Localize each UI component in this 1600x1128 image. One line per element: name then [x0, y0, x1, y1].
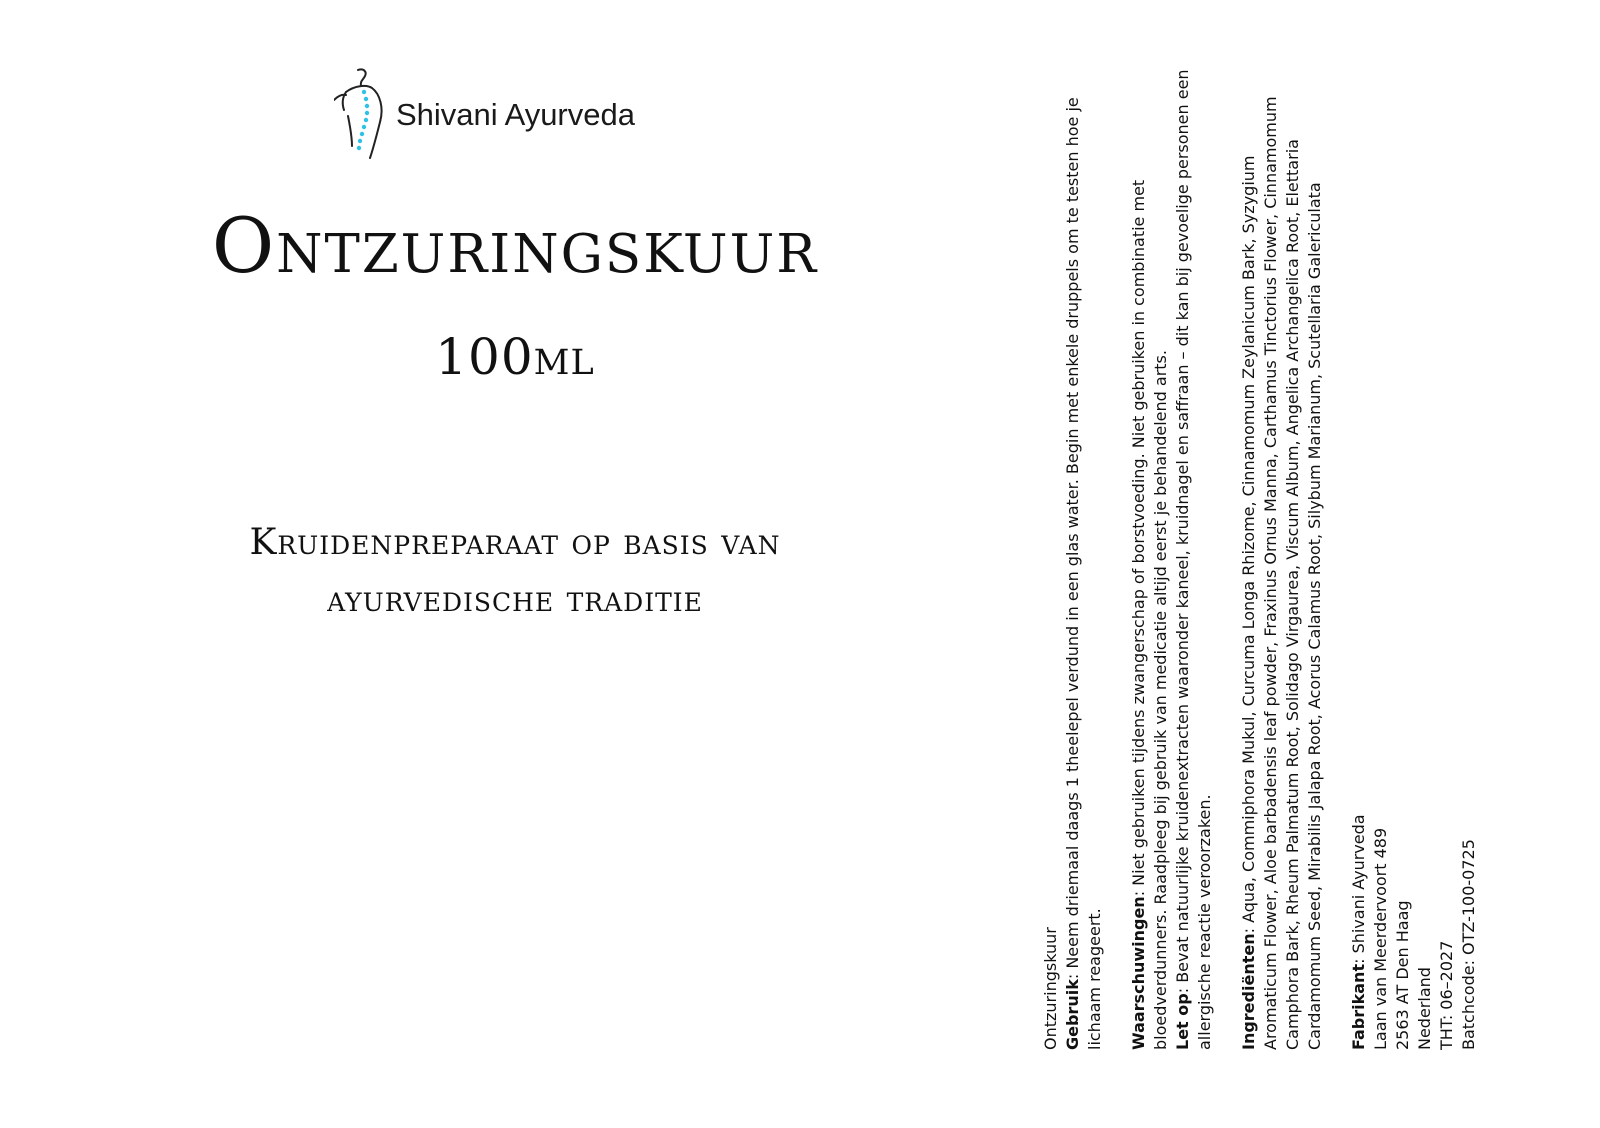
warnings-text: : Niet gebruiken tijdens zwangerschap of borstvoeding. Niet gebruiken in combinatie met bloedverdunners. Raadpleeg bij gebruik van medicatie altijd eerst je behandelend arts. [1129, 179, 1170, 1050]
ingredients-text: : Aqua, Commiphora Mukul, Curcuma Longa Rhizome, Cinnamomum Zeylanicum Bark, Syzygium Aromaticum Flower, Aloe barbadensis leaf powder, Fraxinus Ornus Manna, Carthamus Tinctorius Flower, Cinnamomum Camphora Bark, Rheum Palmatum Root, Solidago Virgaurea, Viscum Album, Angelica Archangelica Root, Elettaria Cardamomum Seed, Mirabilis Jalapa Root, Acorus Calamus Root, Silybum Marianum, Scutellaria Galericulata [1239, 96, 1324, 1050]
best-before-date: THT: 06–2027 [1437, 940, 1456, 1050]
manufacturer-name: : Shivani Ayurveda [1349, 814, 1368, 964]
ingredients-section [1238, 60, 1326, 1050]
brand-name: Shivani Ayurveda [396, 97, 635, 132]
info-product-name: Ontzuringskuur [1041, 927, 1060, 1050]
brand-logo [334, 64, 654, 164]
usage-label: Gebruik [1063, 979, 1082, 1050]
warnings-section [1128, 60, 1216, 1050]
product-info-panel [1040, 60, 1520, 1050]
spine-figure-icon [334, 64, 394, 164]
manufacturer-country: Nederland [1415, 967, 1434, 1050]
note-label: Let op [1173, 993, 1192, 1050]
usage-section [1040, 60, 1106, 1050]
manufacturer-label: Fabrikant [1349, 963, 1368, 1050]
usage-text: : Neem driemaal daags 1 theelepel verdund in een glas water. Begin met enkele druppels om te testen hoe je lichaam reageert. [1063, 97, 1104, 1050]
product-title: Ontzuringskuur [211, 201, 819, 290]
tagline-line-2: ayurvedische traditie [327, 579, 703, 620]
manufacturer-postal-city: 2563 AT Den Haag [1393, 900, 1412, 1050]
batch-code: Batchcode: OTZ-100-0725 [1459, 839, 1478, 1050]
product-tagline [130, 514, 900, 628]
tagline-line-1: Kruidenpreparaat op basis van [249, 522, 781, 563]
warnings-label: Waarschuwingen [1129, 896, 1148, 1050]
product-volume: 100ml [435, 328, 595, 386]
note-text: : Bevat natuurlijke kruidenextracten waaronder kaneel, kruidnagel en saffraan – dit kan bij gevoelige personen een allergische reactie veroorzaken. [1173, 69, 1214, 1050]
ingredients-label: Ingrediënten [1239, 933, 1258, 1050]
manufacturer-street: Laan van Meerdervoort 489 [1371, 827, 1390, 1050]
manufacturer-section [1348, 60, 1480, 1050]
